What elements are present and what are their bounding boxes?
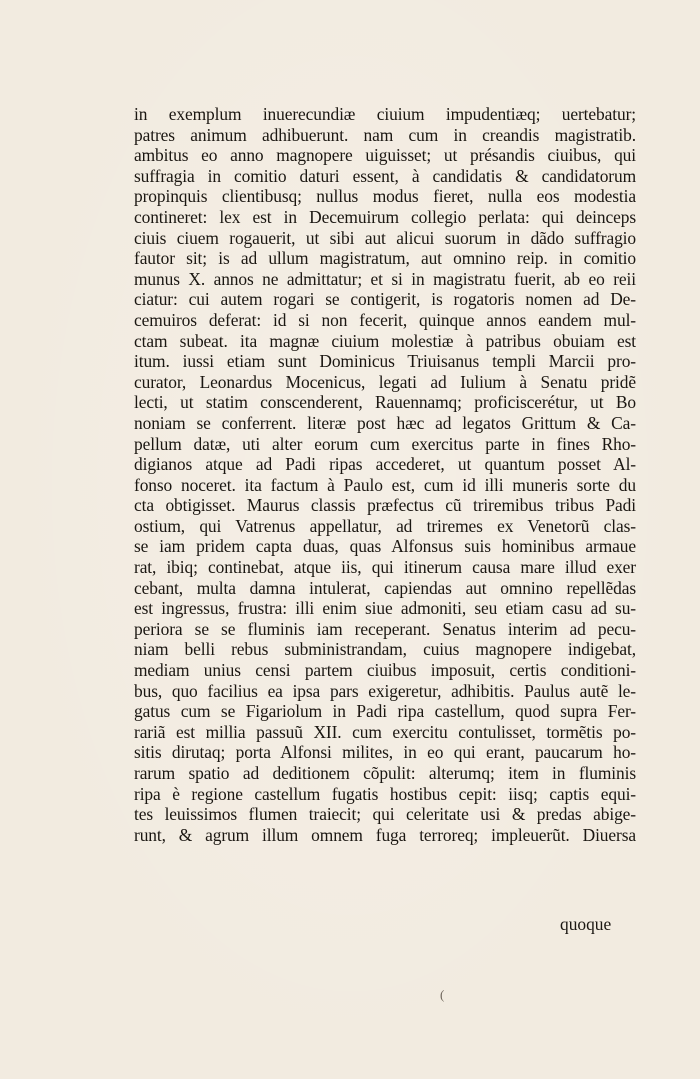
text-line: noniam se conferrent. literæ post hæc ad legatos Grittum & Ca-: [134, 412, 636, 433]
text-line: est ingressus, frustra: illi enim siue admoniti, seu etiam casu ad su-: [134, 598, 636, 619]
text-line: cta obtigisset. Maurus classis præfectus cũ triremibus tribus Padi: [134, 495, 636, 516]
text-line: digianos atque ad Padi ripas accederet, ut quantum posset Al-: [134, 454, 636, 475]
text-line: ostium, qui Vatrenus appellatur, ad triremes ex Venetorũ clas-: [134, 515, 636, 536]
text-line: fautor sit; is ad ullum magistratum, aut omnino reip. in comitio: [134, 248, 636, 269]
text-line: rarum spatio ad deditionem cõpulit: alterumq; item in fluminis: [134, 763, 636, 783]
text-line: suffragia in comitio daturi essent, à candidatis & candidatorum: [134, 165, 636, 186]
text-block: [134, 104, 636, 845]
text-line: propinquis clientibusq; nullus modus fieret, nulla eos modestia: [134, 186, 636, 207]
text-line: ambitus eo anno magnopere uiguisset; ut présandis ciuibus, qui: [134, 145, 636, 166]
text-line: pellum datæ, uti alter eorum cum exercitus parte in fines Rho-: [134, 433, 636, 454]
text-line: se iam pridem capta duas, quas Alfonsus suis hominibus armaue: [134, 536, 636, 557]
text-line: itum. iussi etiam sunt Dominicus Triuisanus templi Marcii pro-: [134, 351, 636, 372]
text-line: in exemplum inuerecundiæ ciuium impudentiæq; uertebatur;: [134, 104, 636, 124]
text-line: niam belli rebus subministrandam, cuius magnopere indigebat,: [134, 639, 636, 660]
text-line: lecti, ut statim conscenderent, Rauennamq; proficiscerétur, ut Bo: [134, 392, 636, 413]
text-line: fonso noceret. ita factum à Paulo est, cum id illi muneris sorte du: [134, 474, 636, 495]
text-line: ciuis ciuem rogauerit, ut sibi aut alicui suorum in dãdo suffragio: [134, 227, 636, 248]
text-line: rat, ibiq; continebat, atque iis, qui itinerum causa mare illud exer: [134, 557, 636, 578]
text-line: munus X. annos ne admittatur; et si in magistratu fuerit, ab eo reii: [134, 268, 636, 289]
text-line: cebant, multa damna intulerat, capiendas aut omnino repellẽdas: [134, 577, 636, 598]
text-line: sitis dirutaq; porta Alfonsi milites, in eo qui erant, paucarum ho-: [134, 742, 636, 763]
text-line: rariã est millia passuũ XII. cum exercitu contulisset, tormẽtis po-: [134, 721, 636, 742]
text-line: contineret: lex est in Decemuirum collegio perlata: qui deinceps: [134, 206, 636, 227]
text-line: bus, quo facilius ea ipsa pars exigeretur, adhibitis. Paulus autẽ le-: [134, 680, 636, 701]
text-line: mediam unius censi partem ciuibus imposuit, certis conditioni-: [134, 660, 636, 681]
text-line: cemuiros deferat: id si non fecerit, quinque annos eandem mul-: [134, 309, 636, 330]
text-line: ctam subeat. ita magnæ ciuium molestiæ à patribus obuiam est: [134, 330, 636, 351]
text-line: ripa è regione castellum fugatis hostibus cepit: iisq; captis equi-: [134, 783, 636, 804]
text-line: periora se se fluminis iam receperant. Senatus interim ad pecu-: [134, 618, 636, 639]
text-line: curator, Leonardus Mocenicus, legati ad Iulium à Senatu pridẽ: [134, 371, 636, 392]
catchword: quoque: [560, 914, 612, 934]
text-line: runt, & agrum illum omnem fuga terroreq; impleuerũt. Diuersa: [134, 824, 636, 845]
text-line: ciatur: cui autem rogari se contigerit, is rogatoris nomen ad De-: [134, 289, 636, 310]
text-line: gatus cum se Figariolum in Padi ripa castellum, quod supra Fer-: [134, 701, 636, 722]
text-line: tes leuissimos flumen traiecit; qui celeritate usi & predas abige-: [134, 804, 636, 825]
text-line: patres animum adhibuerunt. nam cum in creandis magistratib.: [134, 124, 636, 145]
stray-mark: (: [440, 987, 445, 1002]
